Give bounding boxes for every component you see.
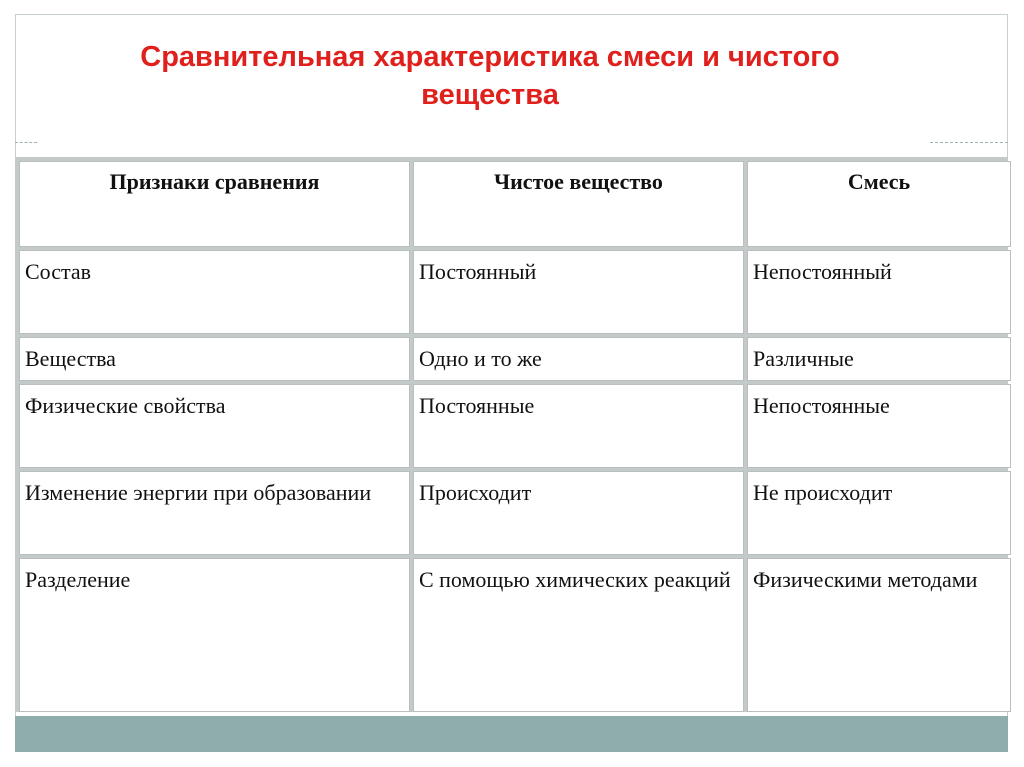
footer-bar [15,716,1008,752]
slide-title-line-1: Сравнительная характеристика смеси и чистого [140,41,840,73]
table-cell: Постоянный [413,250,744,334]
comparison-table-container [15,157,1008,712]
slide-title [40,38,940,114]
table-cell: Происходит [413,471,744,555]
table-cell: С помощью химических реакций [413,558,744,712]
table-cell: Непостоянные [747,384,1011,468]
table-cell: Разделение [19,558,410,712]
table-row [19,384,1011,468]
comparison-table [16,158,1014,715]
table-row [19,337,1011,381]
table-row [19,558,1011,712]
table-cell: Вещества [19,337,410,381]
header-mixture: Смесь [747,161,1011,247]
divider-left [15,142,37,143]
table-cell: Непостоянный [747,250,1011,334]
table-cell: Постоянные [413,384,744,468]
table-row [19,250,1011,334]
table-row [19,471,1011,555]
table-header-row [19,161,1011,247]
header-criteria: Признаки сравнения [19,161,410,247]
divider-right [930,142,1008,143]
table-cell: Физическими методами [747,558,1011,712]
table-cell: Не происходит [747,471,1011,555]
table-cell: Одно и то же [413,337,744,381]
table-cell: Состав [19,250,410,334]
table-cell: Различные [747,337,1011,381]
table-cell: Изменение энергии при образовании [19,471,410,555]
slide-title-line-2: вещества [421,79,559,111]
header-pure-substance: Чистое вещество [413,161,744,247]
table-cell: Физические свойства [19,384,410,468]
